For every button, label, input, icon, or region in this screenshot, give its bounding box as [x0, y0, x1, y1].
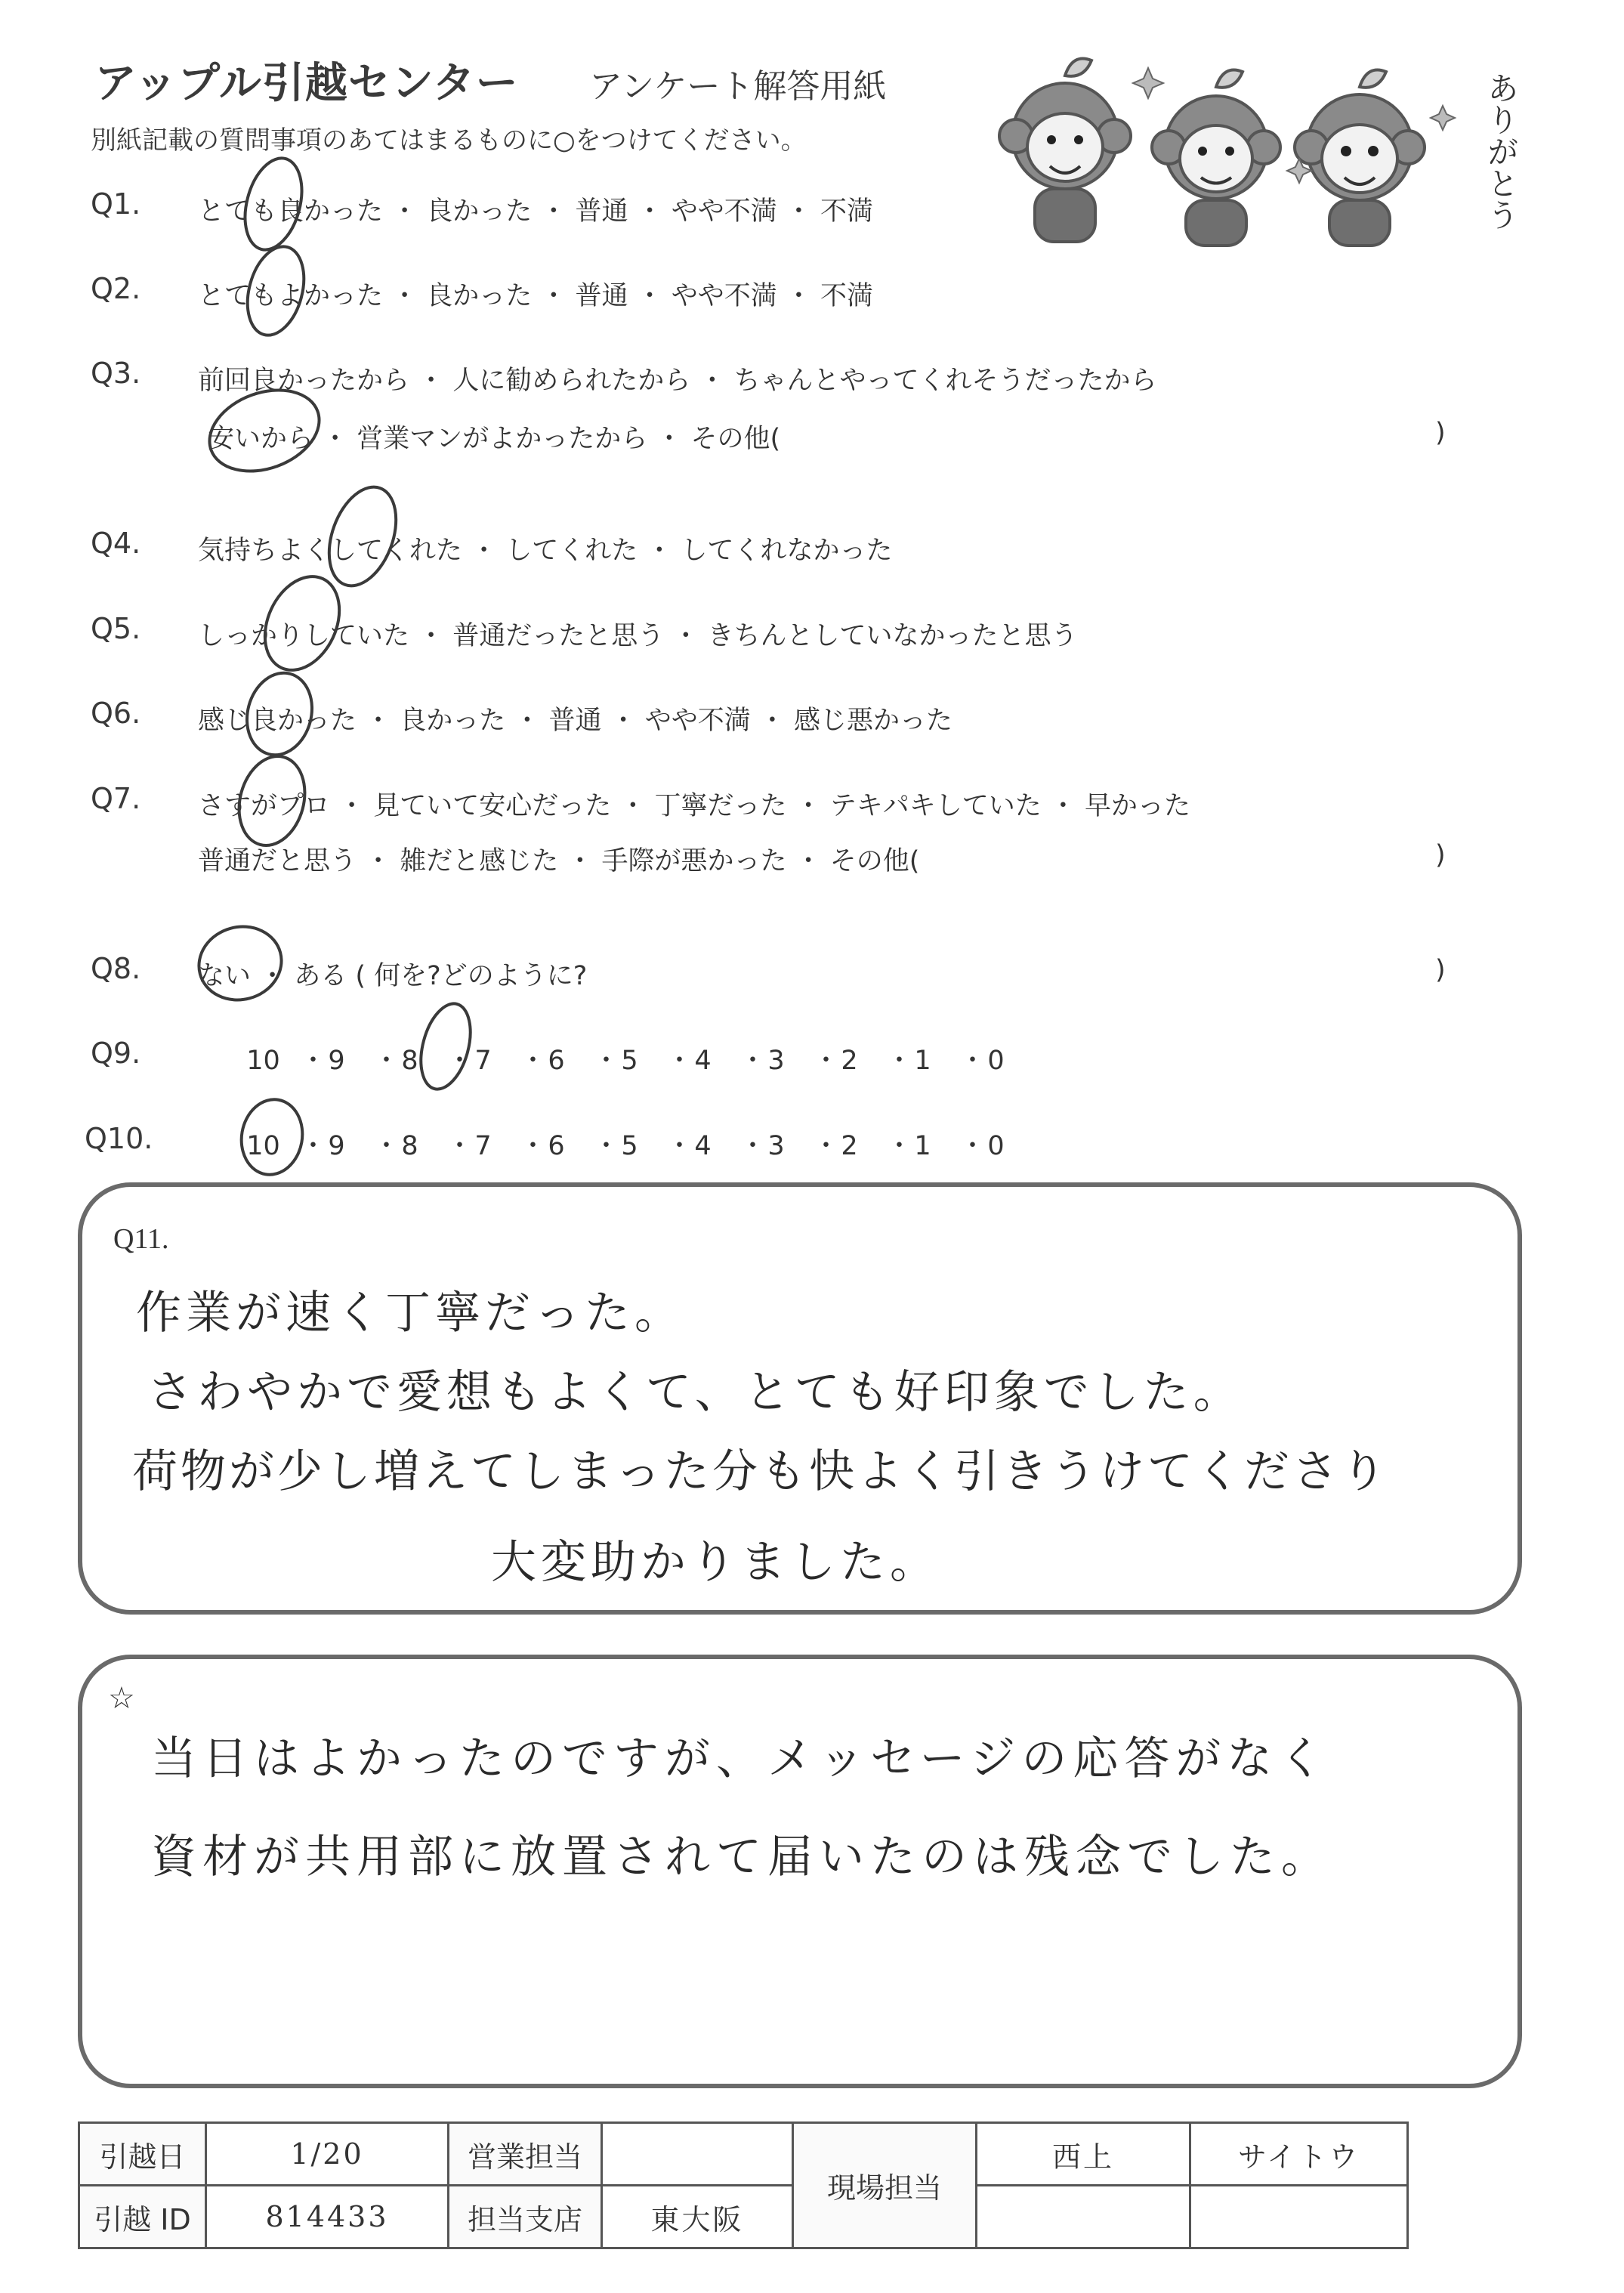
- q5-options[interactable]: しっかりしていた ・ 普通だったと思う ・ きちんとしていなかったと思う: [198, 621, 1078, 651]
- q9-scale-item[interactable]: 9: [328, 1046, 345, 1076]
- q2-answer-circle: [239, 240, 313, 341]
- q8-label: Q8.: [91, 952, 141, 985]
- q1-answer-circle: [236, 152, 311, 256]
- site-staff-blank-2[interactable]: [1190, 2186, 1408, 2248]
- q6-options[interactable]: 感じ良かった ・ 良かった ・ 普通 ・ やや不満 ・ 感じ悪かった: [198, 706, 953, 736]
- q9-scale-item[interactable]: 5: [621, 1046, 638, 1076]
- q7-close-paren: ): [1435, 840, 1446, 870]
- thanks-text: ありがとう: [1483, 72, 1520, 230]
- q7-answer-circle: [230, 749, 314, 853]
- q11-line-2: さわやかで愛想もよくて、とても好印象でした。: [147, 1366, 1243, 1419]
- q3-options-line2[interactable]: 安いから ・ 営業マンがよかったから ・ その他(: [208, 424, 781, 454]
- q10-scale-item[interactable]: 3: [767, 1131, 785, 1161]
- q6-label: Q6.: [91, 697, 141, 730]
- q10-scale-item[interactable]: 6: [548, 1131, 565, 1161]
- footer-info-table: [78, 2121, 1409, 2249]
- q6-answer-circle: [238, 666, 321, 762]
- q2-options[interactable]: とてもよかった ・ 良かった ・ 普通 ・ やや不満 ・ 不満: [198, 281, 874, 311]
- form-subtitle: アンケート解答用紙: [589, 67, 887, 106]
- q9-scale-item[interactable]: 8: [401, 1046, 418, 1076]
- form-title: アップル引越センター: [94, 59, 519, 108]
- q7-options-line2[interactable]: 普通だと思う ・ 雑だと感じた ・ 手際が悪かった ・ その他(: [198, 846, 920, 876]
- sales-staff-value[interactable]: [602, 2123, 793, 2186]
- branch-value[interactable]: 東大阪: [602, 2186, 793, 2248]
- q4-label: Q4.: [91, 527, 141, 560]
- q10-scale-item[interactable]: 1: [914, 1131, 931, 1161]
- q10-scale[interactable]: 10 ・9 ・8 ・7 ・6 ・5 ・4 ・3 ・2 ・1 ・0: [227, 1125, 1033, 1163]
- instructions: 別紙記載の質問事項のあてはまるものに○をつけてください。: [91, 125, 807, 156]
- q11-label: Q11.: [113, 1223, 169, 1255]
- site-staff-label: 現場担当: [793, 2123, 977, 2248]
- q10-scale-item[interactable]: 8: [401, 1131, 418, 1161]
- q7-label: Q7.: [91, 782, 141, 815]
- q9-answer-circle: [412, 998, 479, 1095]
- q9-scale-item[interactable]: 10: [246, 1046, 280, 1076]
- q10-label: Q10.: [85, 1122, 153, 1155]
- q10-scale-item[interactable]: 0: [987, 1131, 1005, 1161]
- q11-line-3: 荷物が少し増えてしまった分も快よく引きうけてくださり: [132, 1445, 1389, 1498]
- q8-answer-circle: [190, 917, 289, 1009]
- q9-scale-item[interactable]: 2: [841, 1046, 858, 1076]
- q7-options-line1[interactable]: さすがプロ ・ 見ていて安心だった ・ 丁寧だった ・ テキパキしていた ・ 早かった: [198, 791, 1191, 821]
- q8-close-paren: ): [1435, 955, 1446, 985]
- q4-answer-circle: [316, 477, 409, 595]
- q10-answer-circle: [236, 1095, 308, 1179]
- q11-line-1: 作業が速く丁寧だった。: [136, 1287, 684, 1340]
- q2-label: Q2.: [91, 272, 141, 305]
- site-staff-2[interactable]: サイトウ: [1190, 2123, 1408, 2186]
- star-line-1: 当日はよかったのですが、メッセージの応答がなく: [151, 1732, 1330, 1785]
- move-id-label: 引越 ID: [79, 2186, 206, 2248]
- q9-scale-item[interactable]: 0: [987, 1046, 1005, 1076]
- branch-label: 担当支店: [449, 2186, 602, 2248]
- q1-label: Q1.: [91, 187, 141, 221]
- q4-options[interactable]: 気持ちよくしてくれた ・ してくれた ・ してくれなかった: [198, 536, 893, 566]
- q10-scale-item[interactable]: 2: [841, 1131, 858, 1161]
- q3-close-paren: ): [1435, 418, 1446, 448]
- q9-scale[interactable]: 10 ・9 ・8 ・7 ・6 ・5 ・4 ・3 ・2 ・1 ・0: [227, 1040, 1033, 1077]
- q3-label: Q3.: [91, 357, 141, 390]
- q10-scale-item[interactable]: 7: [474, 1131, 492, 1161]
- q9-scale-item[interactable]: 4: [694, 1046, 712, 1076]
- move-date-value[interactable]: 1/20: [206, 2123, 449, 2186]
- site-staff-1[interactable]: 西上: [977, 2123, 1190, 2186]
- q9-scale-item[interactable]: 6: [548, 1046, 565, 1076]
- q9-label: Q9.: [91, 1037, 141, 1070]
- q10-scale-item[interactable]: 5: [621, 1131, 638, 1161]
- q3-answer-circle: [198, 375, 330, 485]
- sales-staff-label: 営業担当: [449, 2123, 602, 2186]
- q3-options-line1[interactable]: 前回良かったから ・ 人に勧められたから ・ ちゃんとやってくれそうだったから: [198, 366, 1157, 396]
- q11-line-4: 大変助かりました。: [491, 1536, 940, 1589]
- move-date-label: 引越日: [79, 2123, 206, 2186]
- q10-scale-item[interactable]: 4: [694, 1131, 712, 1161]
- q10-scale-item[interactable]: 9: [328, 1131, 345, 1161]
- q1-options[interactable]: とても良かった ・ 良かった ・ 普通 ・ やや不満 ・ 不満: [198, 196, 874, 227]
- q5-label: Q5.: [91, 612, 141, 645]
- q10-scale-item[interactable]: 10: [246, 1131, 280, 1161]
- q9-scale-item[interactable]: 3: [767, 1046, 785, 1076]
- star-line-2: 資材が共用部に放置されて届いたのは残念でした。: [151, 1831, 1332, 1884]
- q9-scale-item[interactable]: 7: [474, 1046, 492, 1076]
- move-id-value[interactable]: 814433: [206, 2186, 449, 2248]
- star-icon: ☆: [108, 1681, 135, 1716]
- q8-options[interactable]: ない ・ ある ( 何を?どのように?: [198, 961, 588, 991]
- q9-scale-item[interactable]: 1: [914, 1046, 931, 1076]
- site-staff-blank-1[interactable]: [977, 2186, 1190, 2248]
